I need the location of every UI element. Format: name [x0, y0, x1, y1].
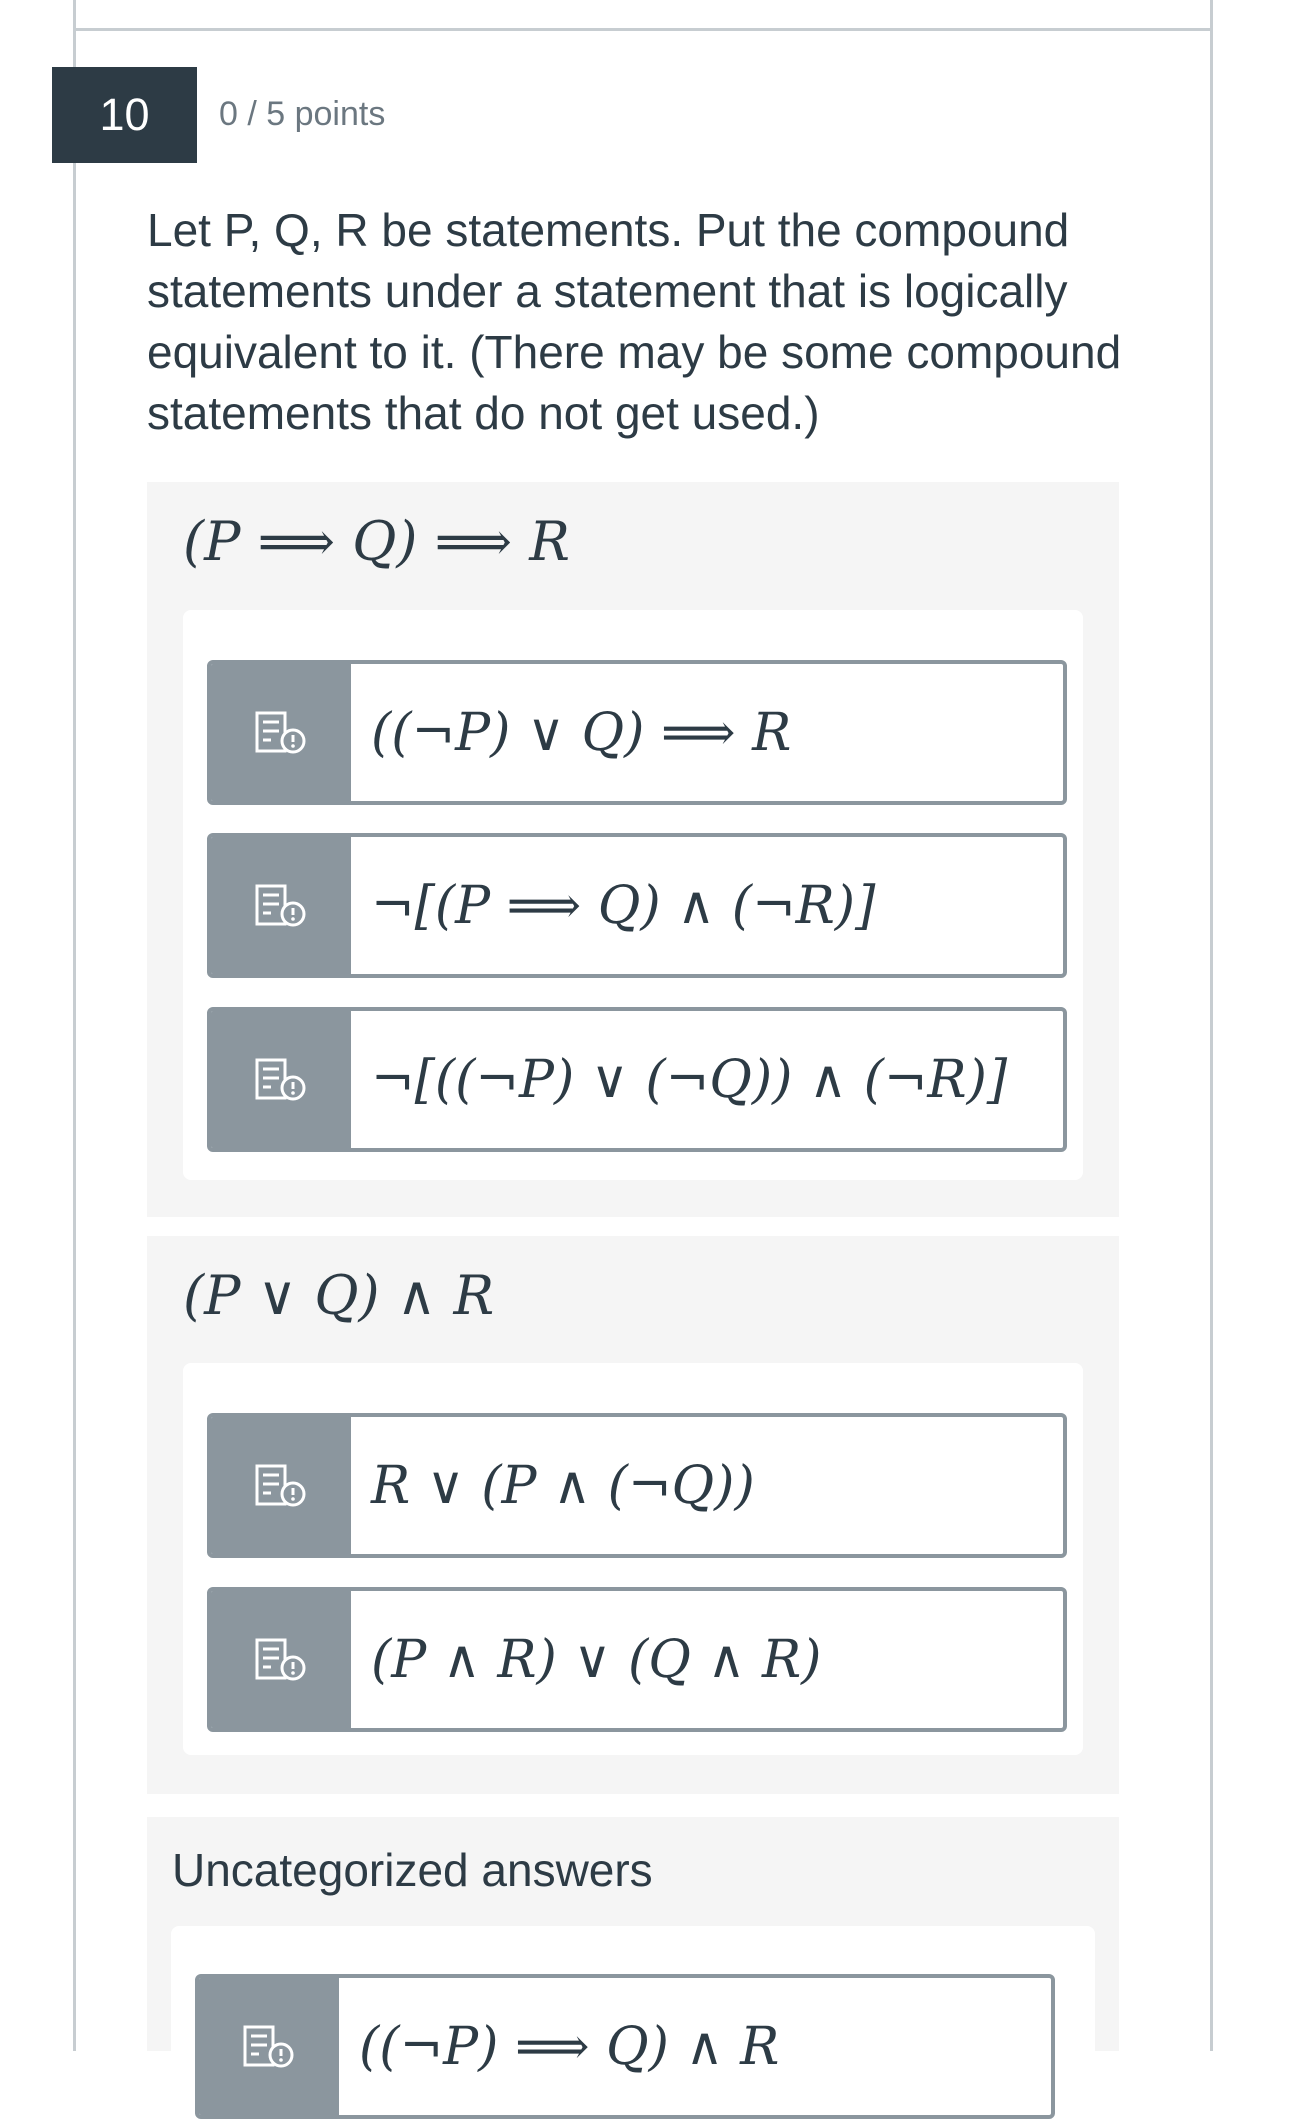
question-prompt: [147, 200, 1147, 444]
category-1: [147, 482, 1119, 1217]
drag-handle[interactable]: [211, 837, 351, 974]
uncategorized-answers: [147, 1817, 1119, 2077]
drag-handle[interactable]: [211, 664, 351, 801]
drag-answer-icon: [243, 2025, 295, 2069]
drag-handle[interactable]: [199, 1978, 339, 2115]
category-title: (P ∨ Q) ∧ R: [183, 1264, 495, 1327]
prompt-line: Let P, Q, R be statements. Put the compound: [147, 204, 1070, 256]
prompt-line: statements that do not get used.): [147, 387, 820, 439]
drag-handle[interactable]: [211, 1591, 351, 1728]
drag-answer-icon: [255, 884, 307, 928]
answer-text: R ∨ (P ∧ (¬Q)): [371, 1455, 755, 1516]
answer-item[interactable]: [207, 833, 1067, 978]
category-title: (P ⟹ Q) ⟹ R: [183, 510, 570, 573]
drag-answer-icon: [255, 1058, 307, 1102]
divider: [73, 28, 1213, 31]
category-dropzone[interactable]: [183, 610, 1083, 1180]
uncategorized-title: Uncategorized answers: [172, 1844, 653, 1896]
answer-item[interactable]: [207, 1587, 1067, 1732]
drag-handle[interactable]: [211, 1417, 351, 1554]
question-number: 10: [52, 67, 197, 163]
drag-answer-icon: [255, 1464, 307, 1508]
answer-text: ¬[((¬P) ∨ (¬Q)) ∧ (¬R)]: [371, 1049, 1008, 1110]
answer-item[interactable]: [207, 660, 1067, 805]
drag-handle[interactable]: [211, 1011, 351, 1148]
prompt-line: statements under a statement that is logically: [147, 265, 1068, 317]
prompt-line: equivalent to it. (There may be some compound: [147, 326, 1122, 378]
answer-text: ((¬P) ∨ Q) ⟹ R: [371, 702, 792, 763]
answer-item[interactable]: [207, 1413, 1067, 1558]
answer-text: (P ∧ R) ∨ (Q ∧ R): [371, 1629, 822, 1690]
drag-answer-icon: [255, 711, 307, 755]
answer-item[interactable]: [207, 1007, 1067, 1152]
answer-text: ((¬P) ⟹ Q) ∧ R: [359, 2016, 780, 2077]
drag-answer-icon: [255, 1638, 307, 1682]
uncategorized-dropzone[interactable]: [171, 1926, 1095, 2086]
category-2: [147, 1236, 1119, 1794]
category-dropzone[interactable]: [183, 1363, 1083, 1755]
answer-text: ¬[(P ⟹ Q) ∧ (¬R)]: [371, 875, 876, 936]
question-points: 0 / 5 points: [219, 95, 386, 133]
answer-item[interactable]: [195, 1974, 1055, 2119]
